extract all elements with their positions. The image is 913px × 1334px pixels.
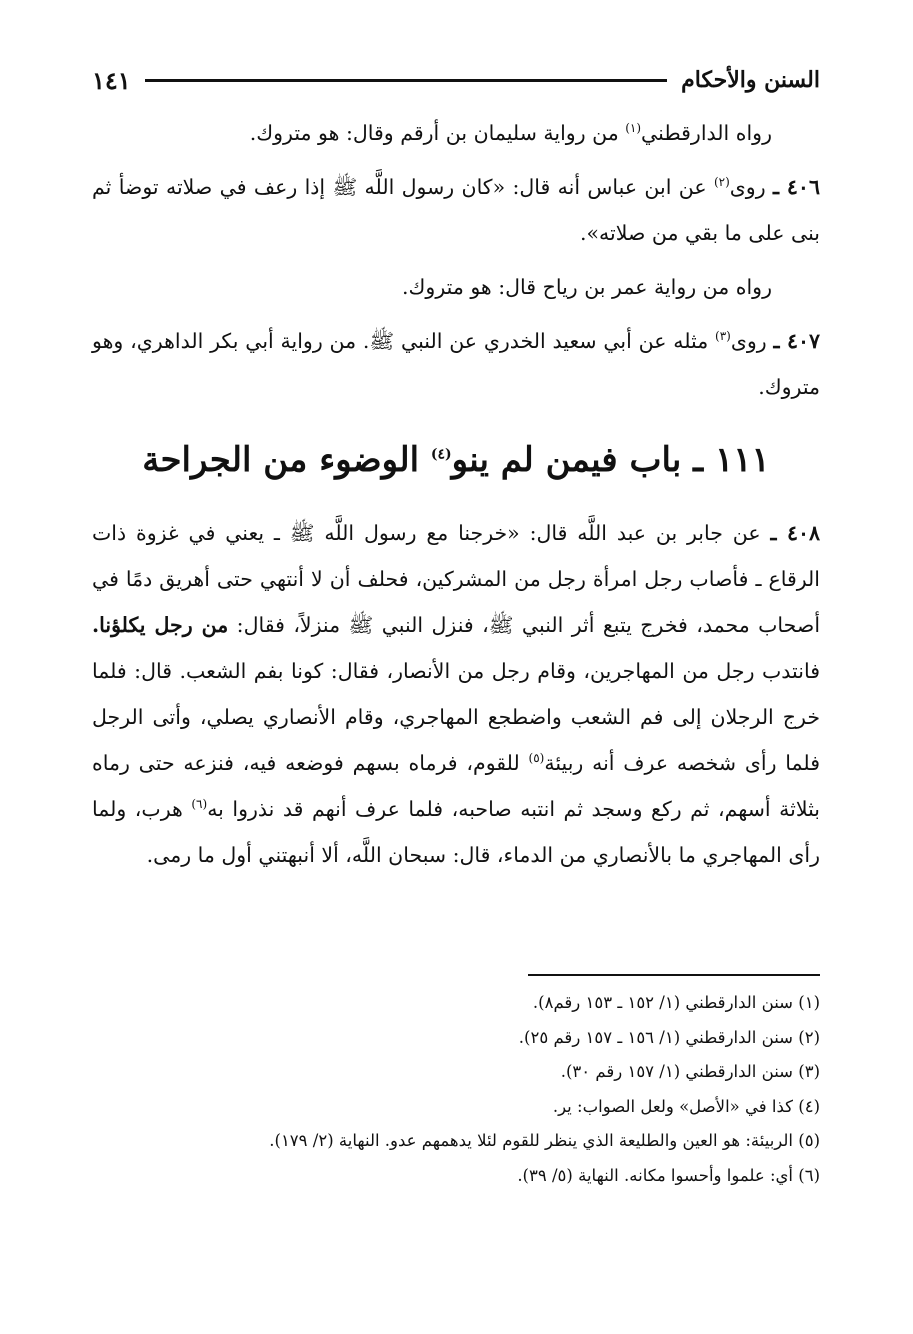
footnote-marker[interactable]: (٦) <box>191 797 208 812</box>
text-fragment: للقوم، فرماه بسهم فوضعه فيه، فنزعه حتى رماه بثلاثة أسهم، ثم ركع وسجد ثم انتبه صاحبه، فلما عرف أنهم قد نذروا به <box>92 751 820 821</box>
page-header <box>92 58 820 102</box>
emphasized-quote: من رجل يكلؤنا. <box>92 613 229 637</box>
footnote-marker[interactable]: (٥) <box>528 751 545 766</box>
main-text <box>92 110 820 886</box>
footnotes <box>92 986 820 1193</box>
hadith-number: ٤٠٨ ـ <box>770 521 820 545</box>
text-fragment: روى <box>730 329 774 353</box>
footnote-marker[interactable]: (١) <box>625 121 642 136</box>
footnote-4: (٤) كذا في «الأصل» ولعل الصواب: ير. <box>552 1096 820 1116</box>
footnote-6: (٦) أي: علموا وأحسوا مكانه. النهاية (٥/ ٣٩). <box>517 1165 820 1185</box>
hadith-408 <box>92 510 820 878</box>
page-number: ١٤١ <box>92 65 131 95</box>
hadith-number: ٤٠٧ ـ <box>773 329 820 353</box>
footnote-marker[interactable]: (٣) <box>715 329 731 344</box>
text-fragment: رواه الدارقطني <box>641 121 772 145</box>
paragraph-source-note-2 <box>92 264 820 310</box>
hadith-407 <box>92 318 820 410</box>
footnote-2: (٢) سنن الدارقطني (١/ ١٥٦ ـ ١٥٧ رقم ٢٥). <box>518 1027 820 1047</box>
text-fragment: مثله عن أبي سعيد الخدري عن النبي ﷺ. من رواية أبي بكر الداهري، وهو متروك. <box>92 329 820 399</box>
footnote-separator <box>528 974 820 976</box>
footnote-5: (٥) الربيئة: هو العين والطليعة الذي ينظر للقوم لئلا يدهمهم عدو. النهاية (٢/ ١٧٩). <box>269 1131 820 1150</box>
hadith-number: ٤٠٦ ـ <box>772 175 820 199</box>
footnote-1: (١) سنن الدارقطني (١/ ١٥٢ ـ ١٥٣ رقم٨). <box>532 993 820 1012</box>
text-fragment: هرب، ولما رأى المهاجري ما بالأنصاري من الدماء، قال: سبحان اللَّه، ألا أنبهتني أول ما رمى. <box>92 797 820 867</box>
text-fragment: عن جابر بن عبد اللَّه قال: «خرجنا مع رسول اللَّه ﷺ ـ يعني في غزوة ذات الرقاع ـ فأصاب رجل امرأة رجل من المشركين، فحلف أن لا أنتهي حتى أهريق دمًا في أصحاب محمد، فخرج يتبع أثر النبي ﷺ، فنزل النبي ﷺ منزلاً، فقال: <box>92 521 821 637</box>
text-fragment: عن ابن عباس أنه قال: «كان رسول اللَّه ﷺ إذا رعف في صلاته توضأ ثم بنى على ما بقي من صلاته». <box>92 175 820 245</box>
footnote-marker[interactable]: (٤) <box>430 446 452 463</box>
paragraph-source-note-1 <box>92 110 820 156</box>
header-rule <box>145 79 667 82</box>
chapter-title-part: الوضوء من الجراحة <box>142 440 431 480</box>
chapter-title-part: ١١١ ـ باب فيمن لم ينو <box>451 440 770 480</box>
hadith-406 <box>92 164 820 256</box>
footnote-3: (٣) سنن الدارقطني (١/ ١٥٧ رقم ٣٠). <box>560 1062 820 1081</box>
text-fragment: رواه من رواية عمر بن رياح قال: هو متروك. <box>402 275 772 299</box>
running-title: السنن والأحكام <box>681 67 820 93</box>
text-fragment: فانتدب رجل من المهاجرين، وقام رجل من الأنصار، فقال: كونا بفم الشعب. قال: فلما خرج الرجلان إلى فم الشعب واضطجع المهاجري، وقام الأنصاري يصلي، وأتى الرجل فلما رأى شخصه عرف أنه ربيئة <box>92 659 820 775</box>
footnote-marker[interactable]: (٢) <box>713 175 730 190</box>
chapter-heading <box>92 430 820 490</box>
text-fragment: روى <box>729 175 773 199</box>
text-fragment: من رواية سليمان بن أرقم وقال: هو متروك. <box>249 121 626 145</box>
